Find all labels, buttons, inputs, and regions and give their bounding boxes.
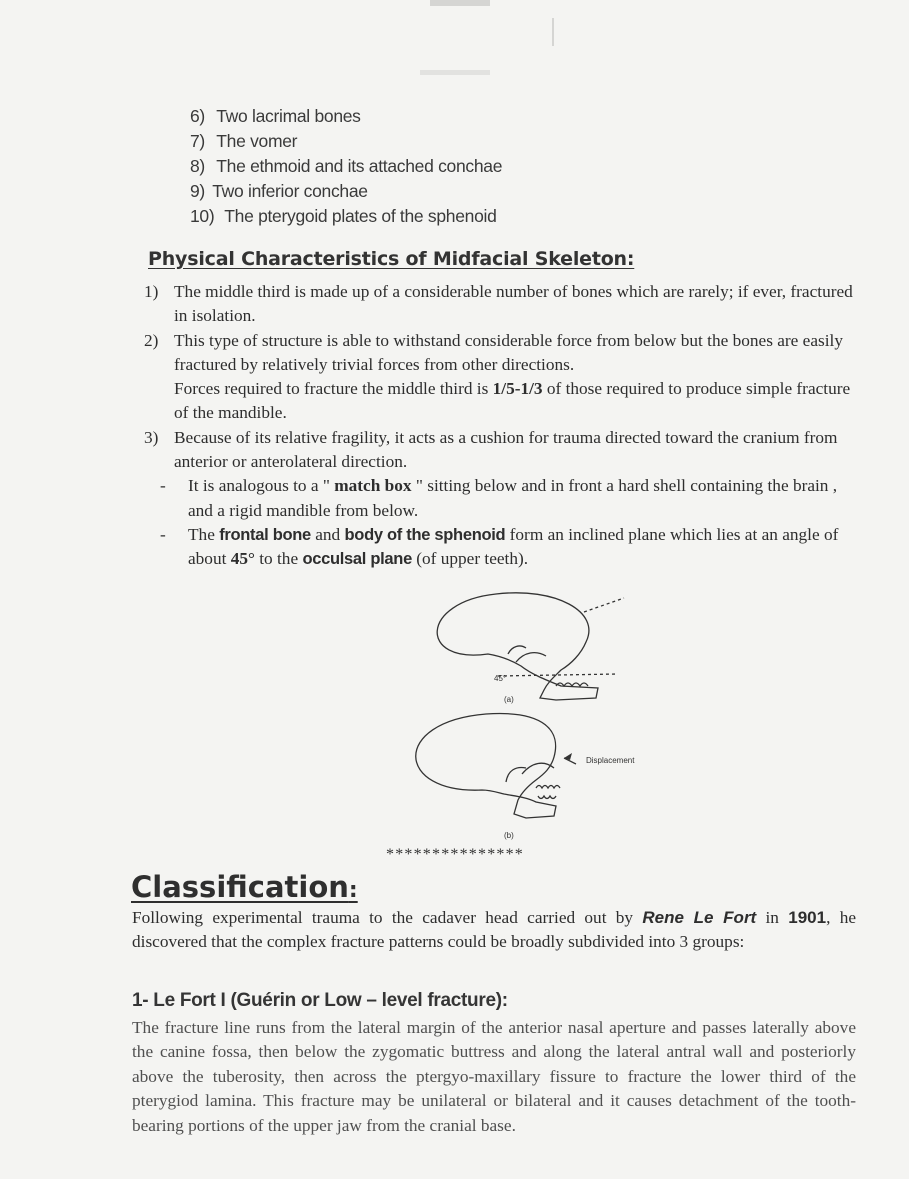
bones-list <box>190 104 502 229</box>
scan-smudge-mid <box>420 70 490 75</box>
point-1: 1) The middle third is made up of a considerable number of bones which are rarely; if ever, fractured in isolation. <box>144 282 853 326</box>
list-item: 7) The vomer <box>190 131 298 151</box>
le-fort-1-heading: 1- Le Fort I (Guérin or Low – level fracture): <box>132 990 508 1011</box>
list-item: 9) Two inferior conchae <box>190 181 368 201</box>
point-3: 3) Because of its relative fragility, it acts as a cushion for trauma directed toward the cranium from anterior or anterolateral direction. <box>144 427 838 472</box>
skull-figure <box>396 582 696 844</box>
angle-label: 45° <box>494 674 507 683</box>
force-ratio: 1/5-1/3 <box>492 379 543 399</box>
physical-characteristics-heading: Physical Characteristics of Midfacial Skeleton: <box>148 248 635 270</box>
list-item: 8) The ethmoid and its attached conchae <box>190 156 503 176</box>
caption-a: (a) <box>504 695 514 704</box>
sub-point-inclined-plane: - The frontal bone and body of the sphenoid form an inclined plane which lies at an angle of about 45° to the occulsal plane (of upper teeth). <box>160 524 839 569</box>
classification-paragraph: Following experimental trauma to the cadaver head carried out by Rene Le Fort in 1901, he discovered that the complex fracture patterns could be broadly subdivided into 3 groups: <box>132 908 856 952</box>
author-name: Rene Le Fort <box>642 908 757 927</box>
sub-point-match-box: - It is analogous to a " match box " sitting below and in front a hard shell containing the brain , and a rigid mandible from below. <box>160 476 838 520</box>
skull-a-drawing <box>437 593 624 700</box>
caption-b: (b) <box>504 831 514 840</box>
scan-smudge-top <box>430 0 490 6</box>
scan-mark-right <box>552 18 554 46</box>
match-box-term: match box <box>329 476 416 496</box>
list-item: 10) The pterygoid plates of the sphenoid <box>190 206 497 226</box>
physical-characteristics-body <box>144 280 856 572</box>
point-2: 2) This type of structure is able to withstand considerable force from below but the bones are easily fractured by relatively trivial forces from other directions. Forces required to fracture the middle third is 1/5-1/3 of those required to produce simple fracture of the mandible. <box>144 330 851 423</box>
le-fort-1-paragraph: The fracture line runs from the lateral margin of the anterior nasal aperture and passes laterally above the canine fossa, then below the zygomatic buttress and along the lateral antral wall and posteriorly above the tuberosity, then across the ptergyo-maxillary fissure to fracture the lower third of the pterygiod lamina. This fracture may be unilateral or bilateral and it causes detachment of the tooth-bearing portions of the upper jaw from the cranial base. <box>132 1018 856 1135</box>
list-item: 6) Two lacrimal bones <box>190 106 361 126</box>
year: 1901 <box>788 908 827 927</box>
skull-b-drawing <box>416 714 576 818</box>
skull-diagrams <box>396 582 696 844</box>
classification-heading: Classification: <box>131 870 358 904</box>
displacement-label: Displacement <box>586 756 635 765</box>
section-divider-stars: *************** <box>386 846 524 863</box>
